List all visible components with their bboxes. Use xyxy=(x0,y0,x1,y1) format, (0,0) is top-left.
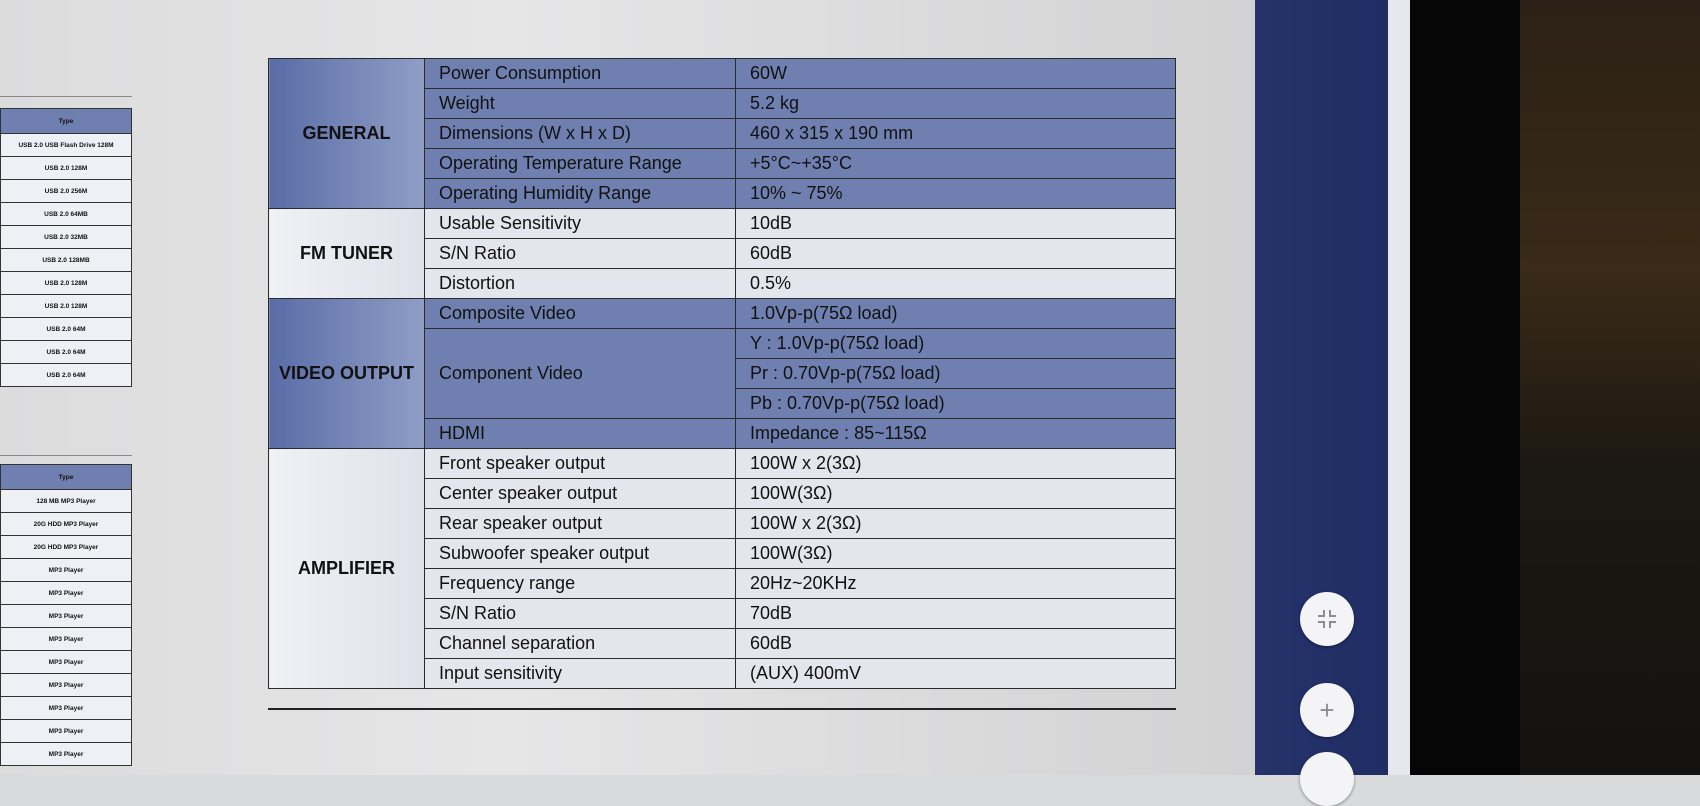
spec-item: Distortion xyxy=(425,269,736,299)
monitor-bezel xyxy=(1410,0,1520,775)
spec-value: Pb : 0.70Vp-p(75Ω load) xyxy=(736,389,1176,419)
spec-item: Rear speaker output xyxy=(425,509,736,539)
spec-item: Dimensions (W x H x D) xyxy=(425,119,736,149)
spec-value: 100W(3Ω) xyxy=(736,539,1176,569)
left-table-cell: USB 2.0 USB Flash Drive 128M xyxy=(1,134,132,157)
side-panel-edge xyxy=(1388,0,1410,775)
spec-value: 100W(3Ω) xyxy=(736,479,1176,509)
left-table-cell: MP3 Player xyxy=(1,559,132,582)
spec-value: 70dB xyxy=(736,599,1176,629)
left-table-cell: USB 2.0 128M xyxy=(1,295,132,318)
spec-value: 10% ~ 75% xyxy=(736,179,1176,209)
left-table-cell: USB 2.0 128MB xyxy=(1,249,132,272)
left-table-cell: USB 2.0 128M xyxy=(1,272,132,295)
spec-value: (AUX) 400mV xyxy=(736,659,1176,689)
left-table-header: Type xyxy=(1,109,132,134)
table-row xyxy=(269,59,1176,89)
spec-item: S/N Ratio xyxy=(425,599,736,629)
spec-value: Y : 1.0Vp-p(75Ω load) xyxy=(736,329,1176,359)
spec-item: Operating Temperature Range xyxy=(425,149,736,179)
spec-value: Impedance : 85~115Ω xyxy=(736,419,1176,449)
plus-icon: + xyxy=(1319,694,1335,725)
collapse-icon xyxy=(1315,607,1339,631)
left-table-mp3 xyxy=(0,464,132,766)
spec-item: Center speaker output xyxy=(425,479,736,509)
left-table-cell: USB 2.0 64M xyxy=(1,364,132,387)
table-bottom-rule xyxy=(268,708,1176,710)
spec-item: Power Consumption xyxy=(425,59,736,89)
left-table-cell: USB 2.0 64M xyxy=(1,318,132,341)
spec-item: Channel separation xyxy=(425,629,736,659)
category-fm-tuner: FM TUNER xyxy=(269,209,425,299)
left-table-cell: 20G HDD MP3 Player xyxy=(1,513,132,536)
spec-value: 0.5% xyxy=(736,269,1176,299)
divider xyxy=(0,455,132,456)
table-row xyxy=(269,209,1176,239)
left-table-cell: 128 MB MP3 Player xyxy=(1,490,132,513)
left-table-cell: USB 2.0 32MB xyxy=(1,226,132,249)
spec-value: 60dB xyxy=(736,629,1176,659)
spec-value: +5°C~+35°C xyxy=(736,149,1176,179)
spec-item: Subwoofer speaker output xyxy=(425,539,736,569)
specifications-table xyxy=(268,58,1176,689)
collapse-button[interactable] xyxy=(1300,592,1354,646)
spec-value: 1.0Vp-p(75Ω load) xyxy=(736,299,1176,329)
spec-item: Weight xyxy=(425,89,736,119)
left-table-usb xyxy=(0,108,132,387)
spec-value: 5.2 kg xyxy=(736,89,1176,119)
left-table-cell: MP3 Player xyxy=(1,743,132,766)
left-table-cell: USB 2.0 128M xyxy=(1,157,132,180)
left-table-cell: 20G HDD MP3 Player xyxy=(1,536,132,559)
side-panel xyxy=(1255,0,1405,775)
left-table-cell: MP3 Player xyxy=(1,605,132,628)
spec-value: 10dB xyxy=(736,209,1176,239)
category-amplifier: AMPLIFIER xyxy=(269,449,425,689)
spec-item: S/N Ratio xyxy=(425,239,736,269)
spec-value: 100W x 2(3Ω) xyxy=(736,509,1176,539)
left-table-cell: MP3 Player xyxy=(1,674,132,697)
spec-value: 100W x 2(3Ω) xyxy=(736,449,1176,479)
spec-value: 460 x 315 x 190 mm xyxy=(736,119,1176,149)
left-table-cell: MP3 Player xyxy=(1,651,132,674)
left-table-cell: MP3 Player xyxy=(1,697,132,720)
left-table-cell: MP3 Player xyxy=(1,628,132,651)
table-row xyxy=(269,299,1176,329)
left-table-cell: MP3 Player xyxy=(1,720,132,743)
spec-value: 20Hz~20KHz xyxy=(736,569,1176,599)
spec-item: Operating Humidity Range xyxy=(425,179,736,209)
spec-item: Frequency range xyxy=(425,569,736,599)
spec-value: 60W xyxy=(736,59,1176,89)
spec-item: Front speaker output xyxy=(425,449,736,479)
spec-item: Component Video xyxy=(425,329,736,419)
spec-item: HDMI xyxy=(425,419,736,449)
left-table-cell: USB 2.0 256M xyxy=(1,180,132,203)
more-button[interactable] xyxy=(1300,752,1354,806)
spec-item: Input sensitivity xyxy=(425,659,736,689)
category-general: GENERAL xyxy=(269,59,425,209)
left-table-cell: MP3 Player xyxy=(1,582,132,605)
divider xyxy=(0,96,132,97)
spec-item: Composite Video xyxy=(425,299,736,329)
left-table-header: Type xyxy=(1,465,132,490)
left-table-cell: USB 2.0 64M xyxy=(1,341,132,364)
spec-value: Pr : 0.70Vp-p(75Ω load) xyxy=(736,359,1176,389)
spec-value: 60dB xyxy=(736,239,1176,269)
zoom-in-button[interactable] xyxy=(1300,683,1354,737)
table-row xyxy=(269,449,1176,479)
background-scene xyxy=(1520,0,1700,775)
left-table-cell: USB 2.0 64MB xyxy=(1,203,132,226)
spec-item: Usable Sensitivity xyxy=(425,209,736,239)
category-video-output: VIDEO OUTPUT xyxy=(269,299,425,449)
